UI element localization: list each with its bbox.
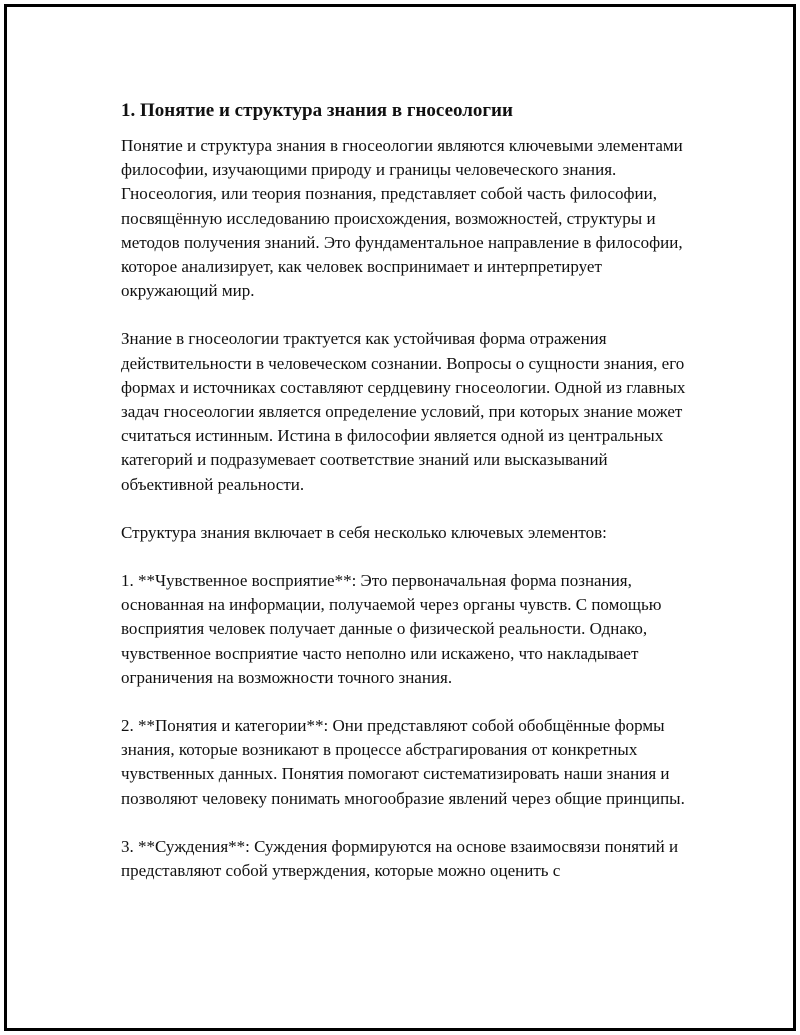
paragraph-structure-intro: Структура знания включает в себя несколько ключевых элементов: (121, 522, 607, 542)
list-item-sensory-perception: 1. **Чувственное восприятие**: Это первоначальная форма познания, основанная на информации, получаемой через органы чувств. С помощью восприятия человек получает данные о физической реальности. Однако, чувственное восприятие часто неполно или искажено, что накладывает ограничения на возможности точного знания. (121, 571, 662, 687)
list-item-judgments: 3. **Суждения**: Суждения формируются на основе взаимосвязи понятий и представляют собой утверждения, которые можно оценить с (121, 836, 679, 881)
section-heading: 1. Понятие и структура знания в гносеологии (121, 100, 513, 121)
document-body (121, 99, 701, 907)
page-frame (4, 4, 796, 1031)
paragraph-knowledge: Знание в гносеологии трактуется как устойчивая форма отражения действительности в человеческом сознании. Вопросы о сущности знания, его формах и источниках составляют сердцевину гносеологии. Одной из главных задач гносеологии является определение условий, при которых знание может считаться истинным. Истина в философии является одной из центральных категорий и подразумевает соответствие знаний или высказываний объективной реальности. (121, 329, 686, 494)
list-item-concepts-categories: 2. **Понятия и категории**: Они представляют собой обобщённые формы знания, которые возникают в процессе абстрагирования от конкретных чувственных данных. Понятия помогают систематизировать наши знания и позволяют человеку понимать многообразие явлений через общие принципы. (121, 716, 685, 808)
paragraph-intro: Понятие и структура знания в гносеологии являются ключевыми элементами философии, изучающими природу и границы человеческого знания. Гносеология, или теория познания, представляет собой часть философии, посвящённую исследованию происхождения, возможностей, структуры и методов получения знаний. Это фундаментальное направление в философии, которое анализирует, как человек воспринимает и интерпретирует окружающий мир. (121, 136, 683, 301)
